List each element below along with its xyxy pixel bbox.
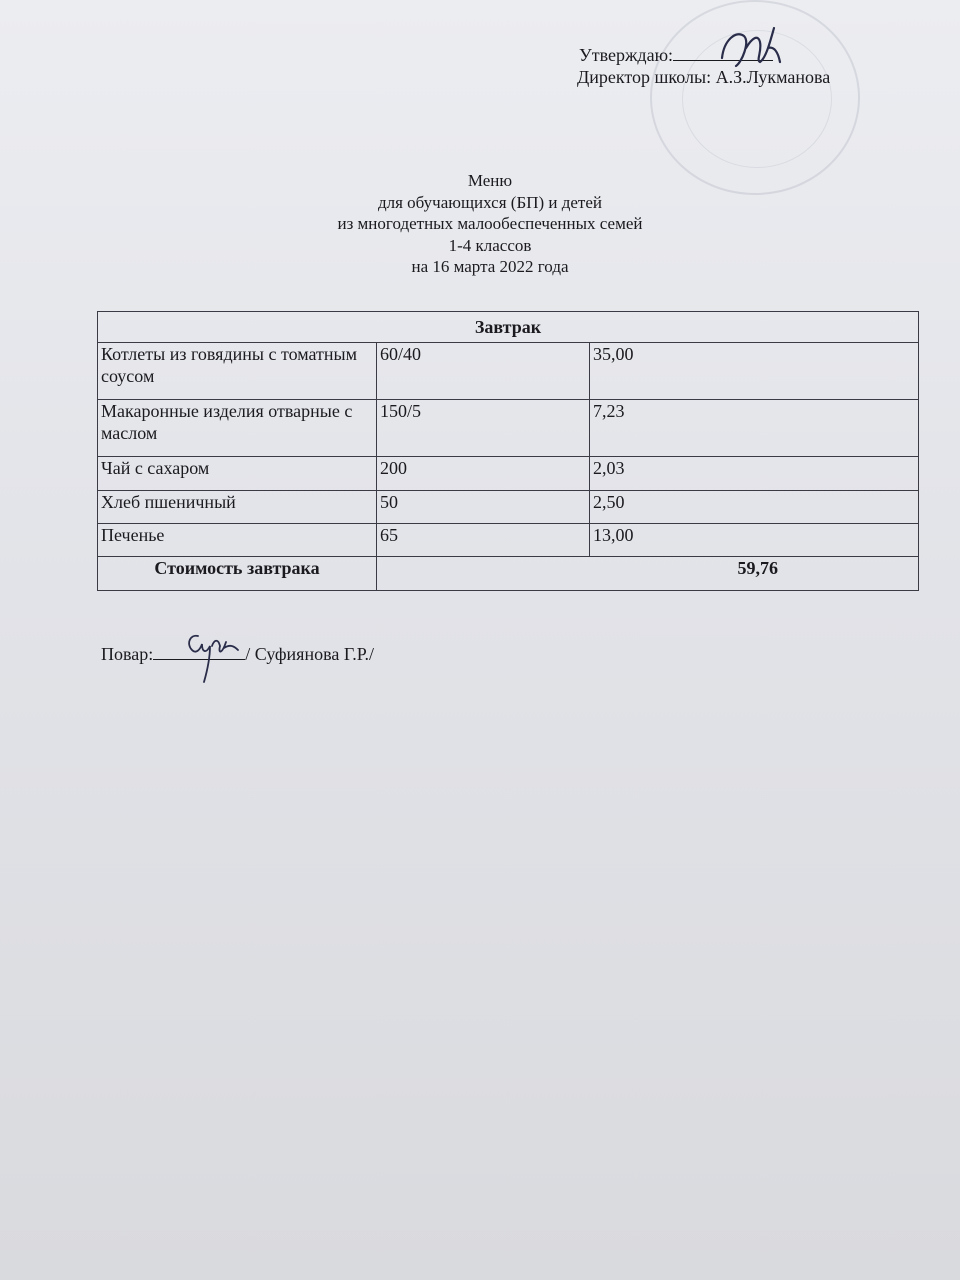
dish-price: 13,00 [590, 524, 919, 557]
table-row [98, 491, 919, 524]
title-line-1: Меню [467, 171, 513, 190]
dish-price: 7,23 [590, 400, 919, 457]
dish-price: 2,03 [590, 457, 919, 491]
dish-portion: 60/40 [377, 343, 590, 400]
dish-price: 2,50 [590, 491, 919, 524]
cook-name: / Суфиянова Г.Р./ [245, 644, 374, 664]
dish-name: Макаронные изделия отварные с маслом [98, 400, 377, 457]
menu-table [97, 311, 919, 591]
dish-name: Хлеб пшеничный [98, 491, 377, 524]
director-signature [716, 18, 796, 73]
total-value: 59,76 [377, 557, 919, 591]
table-row [98, 400, 919, 457]
cook-label: Повар: [101, 644, 154, 664]
total-label: Стоимость завтрака [98, 557, 377, 591]
dish-name: Печенье [98, 524, 377, 557]
title-line-3: из многодетных малообеспеченных семей [337, 214, 643, 233]
dish-name: Котлеты из говядины с томатным соусом [98, 343, 377, 400]
dish-portion: 200 [377, 457, 590, 491]
dish-portion: 150/5 [377, 400, 590, 457]
title-line-4: 1-4 классов [448, 235, 532, 255]
table-row [98, 343, 919, 400]
document-title [280, 170, 700, 278]
director-line: Директор школы: А.З.Лукманова [577, 67, 831, 87]
dish-portion: 65 [377, 524, 590, 557]
title-line-2: для обучающихся (БП) и детей [377, 192, 603, 212]
section-header: Завтрак [98, 312, 919, 343]
dish-name: Чай с сахаром [98, 457, 377, 491]
total-row [98, 557, 919, 591]
dish-price: 35,00 [590, 343, 919, 400]
approve-label: Утверждаю: [579, 45, 674, 65]
table-row [98, 457, 919, 491]
cook-signature [178, 628, 248, 688]
title-line-5: на 16 марта 2022 года [411, 257, 569, 276]
table-row [98, 524, 919, 557]
dish-portion: 50 [377, 491, 590, 524]
